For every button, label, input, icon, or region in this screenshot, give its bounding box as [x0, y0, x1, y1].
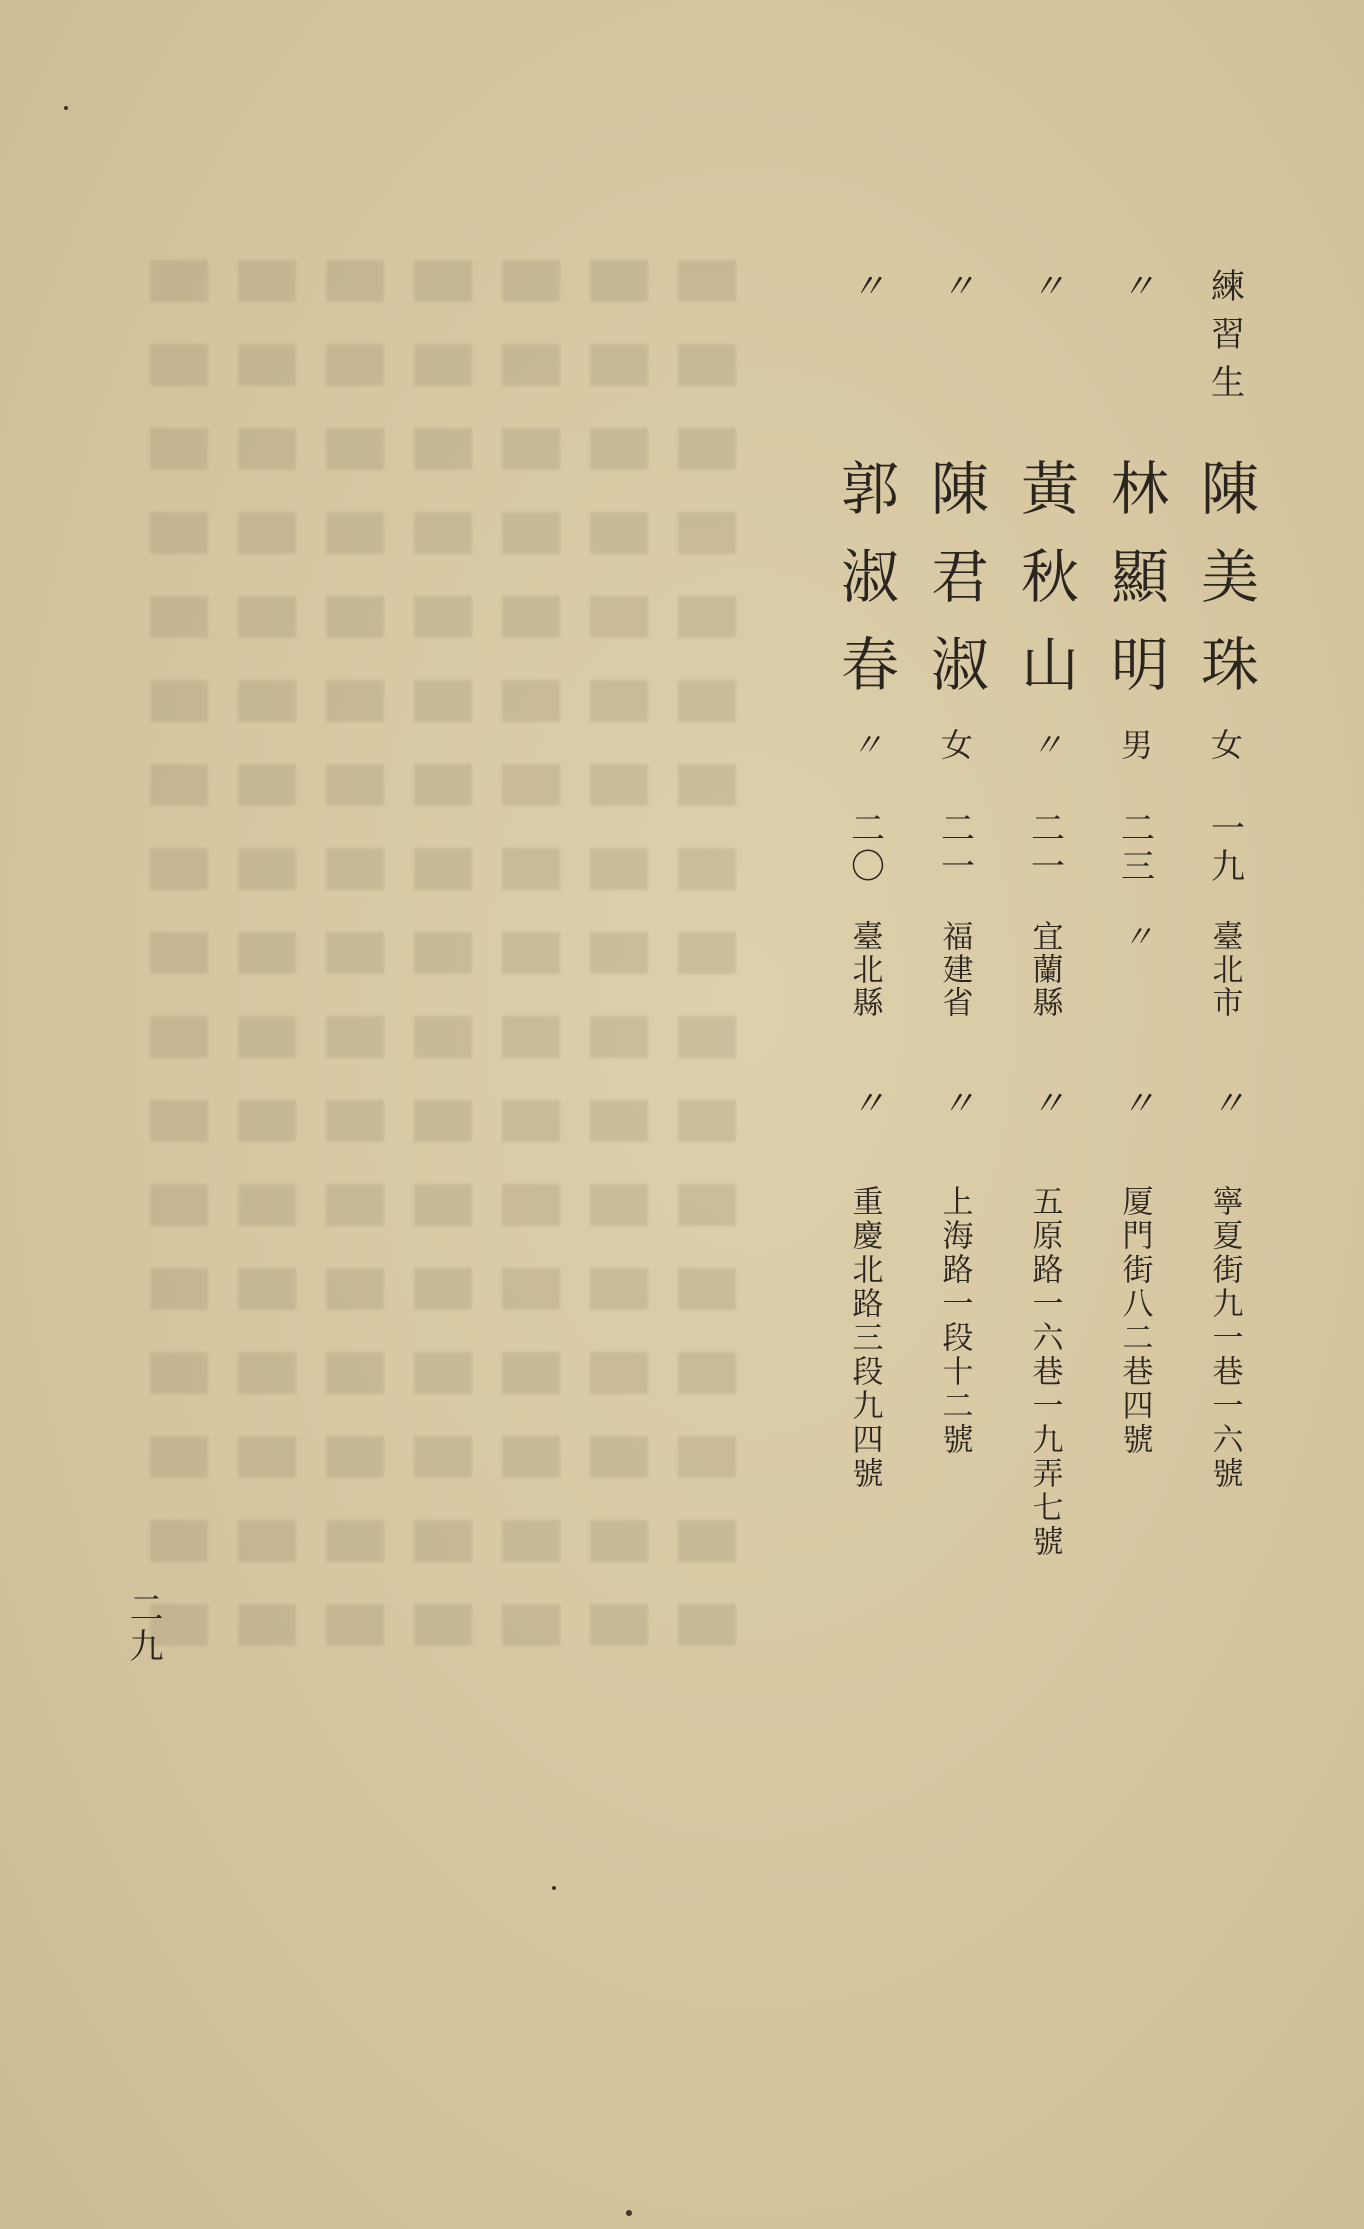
sex-cell: 女	[1206, 728, 1244, 760]
age-cell: 一九	[1204, 810, 1245, 886]
origin-cell: 福建省	[936, 920, 973, 1019]
age-cell: 二三	[1114, 810, 1155, 886]
role-cell: 〃	[844, 268, 885, 302]
address-cell: 上海路一段十二號	[936, 1185, 973, 1457]
role-cell: 〃	[934, 268, 975, 302]
sex-cell: 〃	[1026, 728, 1064, 760]
age-cell: 二〇	[844, 810, 885, 886]
address-ditto-mark: 〃	[1024, 1085, 1065, 1119]
roster-row	[1000, 0, 1090, 2229]
address-cell: 寧夏街九一巷一六號	[1206, 1185, 1243, 1491]
roster-row	[910, 0, 1000, 2229]
origin-cell: 宜蘭縣	[1026, 920, 1063, 1019]
address-ditto-mark: 〃	[1204, 1085, 1245, 1119]
name-cell: 林顯明	[1101, 458, 1169, 722]
age-cell: 二一	[934, 810, 975, 886]
age-cell: 二一	[1024, 810, 1065, 886]
name-cell: 黃秋山	[1011, 458, 1079, 722]
role-cell: 〃	[1114, 268, 1155, 302]
paper-speck	[64, 106, 68, 110]
name-cell: 郭淑春	[831, 458, 899, 722]
sex-cell: 〃	[846, 728, 884, 760]
origin-cell: 臺北市	[1206, 920, 1243, 1019]
bleed-through-text	[150, 260, 780, 1660]
roster-row	[820, 0, 910, 2229]
paper-speck	[552, 1886, 556, 1890]
origin-cell: 臺北縣	[846, 920, 883, 1019]
role-cell: 〃	[1024, 268, 1065, 302]
address-ditto-mark: 〃	[844, 1085, 885, 1119]
origin-cell: 〃	[1116, 920, 1153, 953]
sex-cell: 男	[1116, 728, 1154, 760]
page-number: 二九	[123, 1590, 163, 1666]
roster-row	[1180, 0, 1270, 2229]
address-cell: 五原路一六巷一九弄七號	[1026, 1185, 1063, 1559]
name-cell: 陳君淑	[921, 458, 989, 722]
address-cell: 重慶北路三段九四號	[846, 1185, 883, 1491]
name-cell: 陳美珠	[1191, 458, 1259, 722]
role-cell: 練習生	[1204, 268, 1245, 412]
address-ditto-mark: 〃	[934, 1085, 975, 1119]
paper-speck	[626, 2210, 632, 2216]
address-cell: 厦門街八二巷四號	[1116, 1185, 1153, 1457]
address-ditto-mark: 〃	[1114, 1085, 1155, 1119]
sex-cell: 女	[936, 728, 974, 760]
roster-row	[1090, 0, 1180, 2229]
